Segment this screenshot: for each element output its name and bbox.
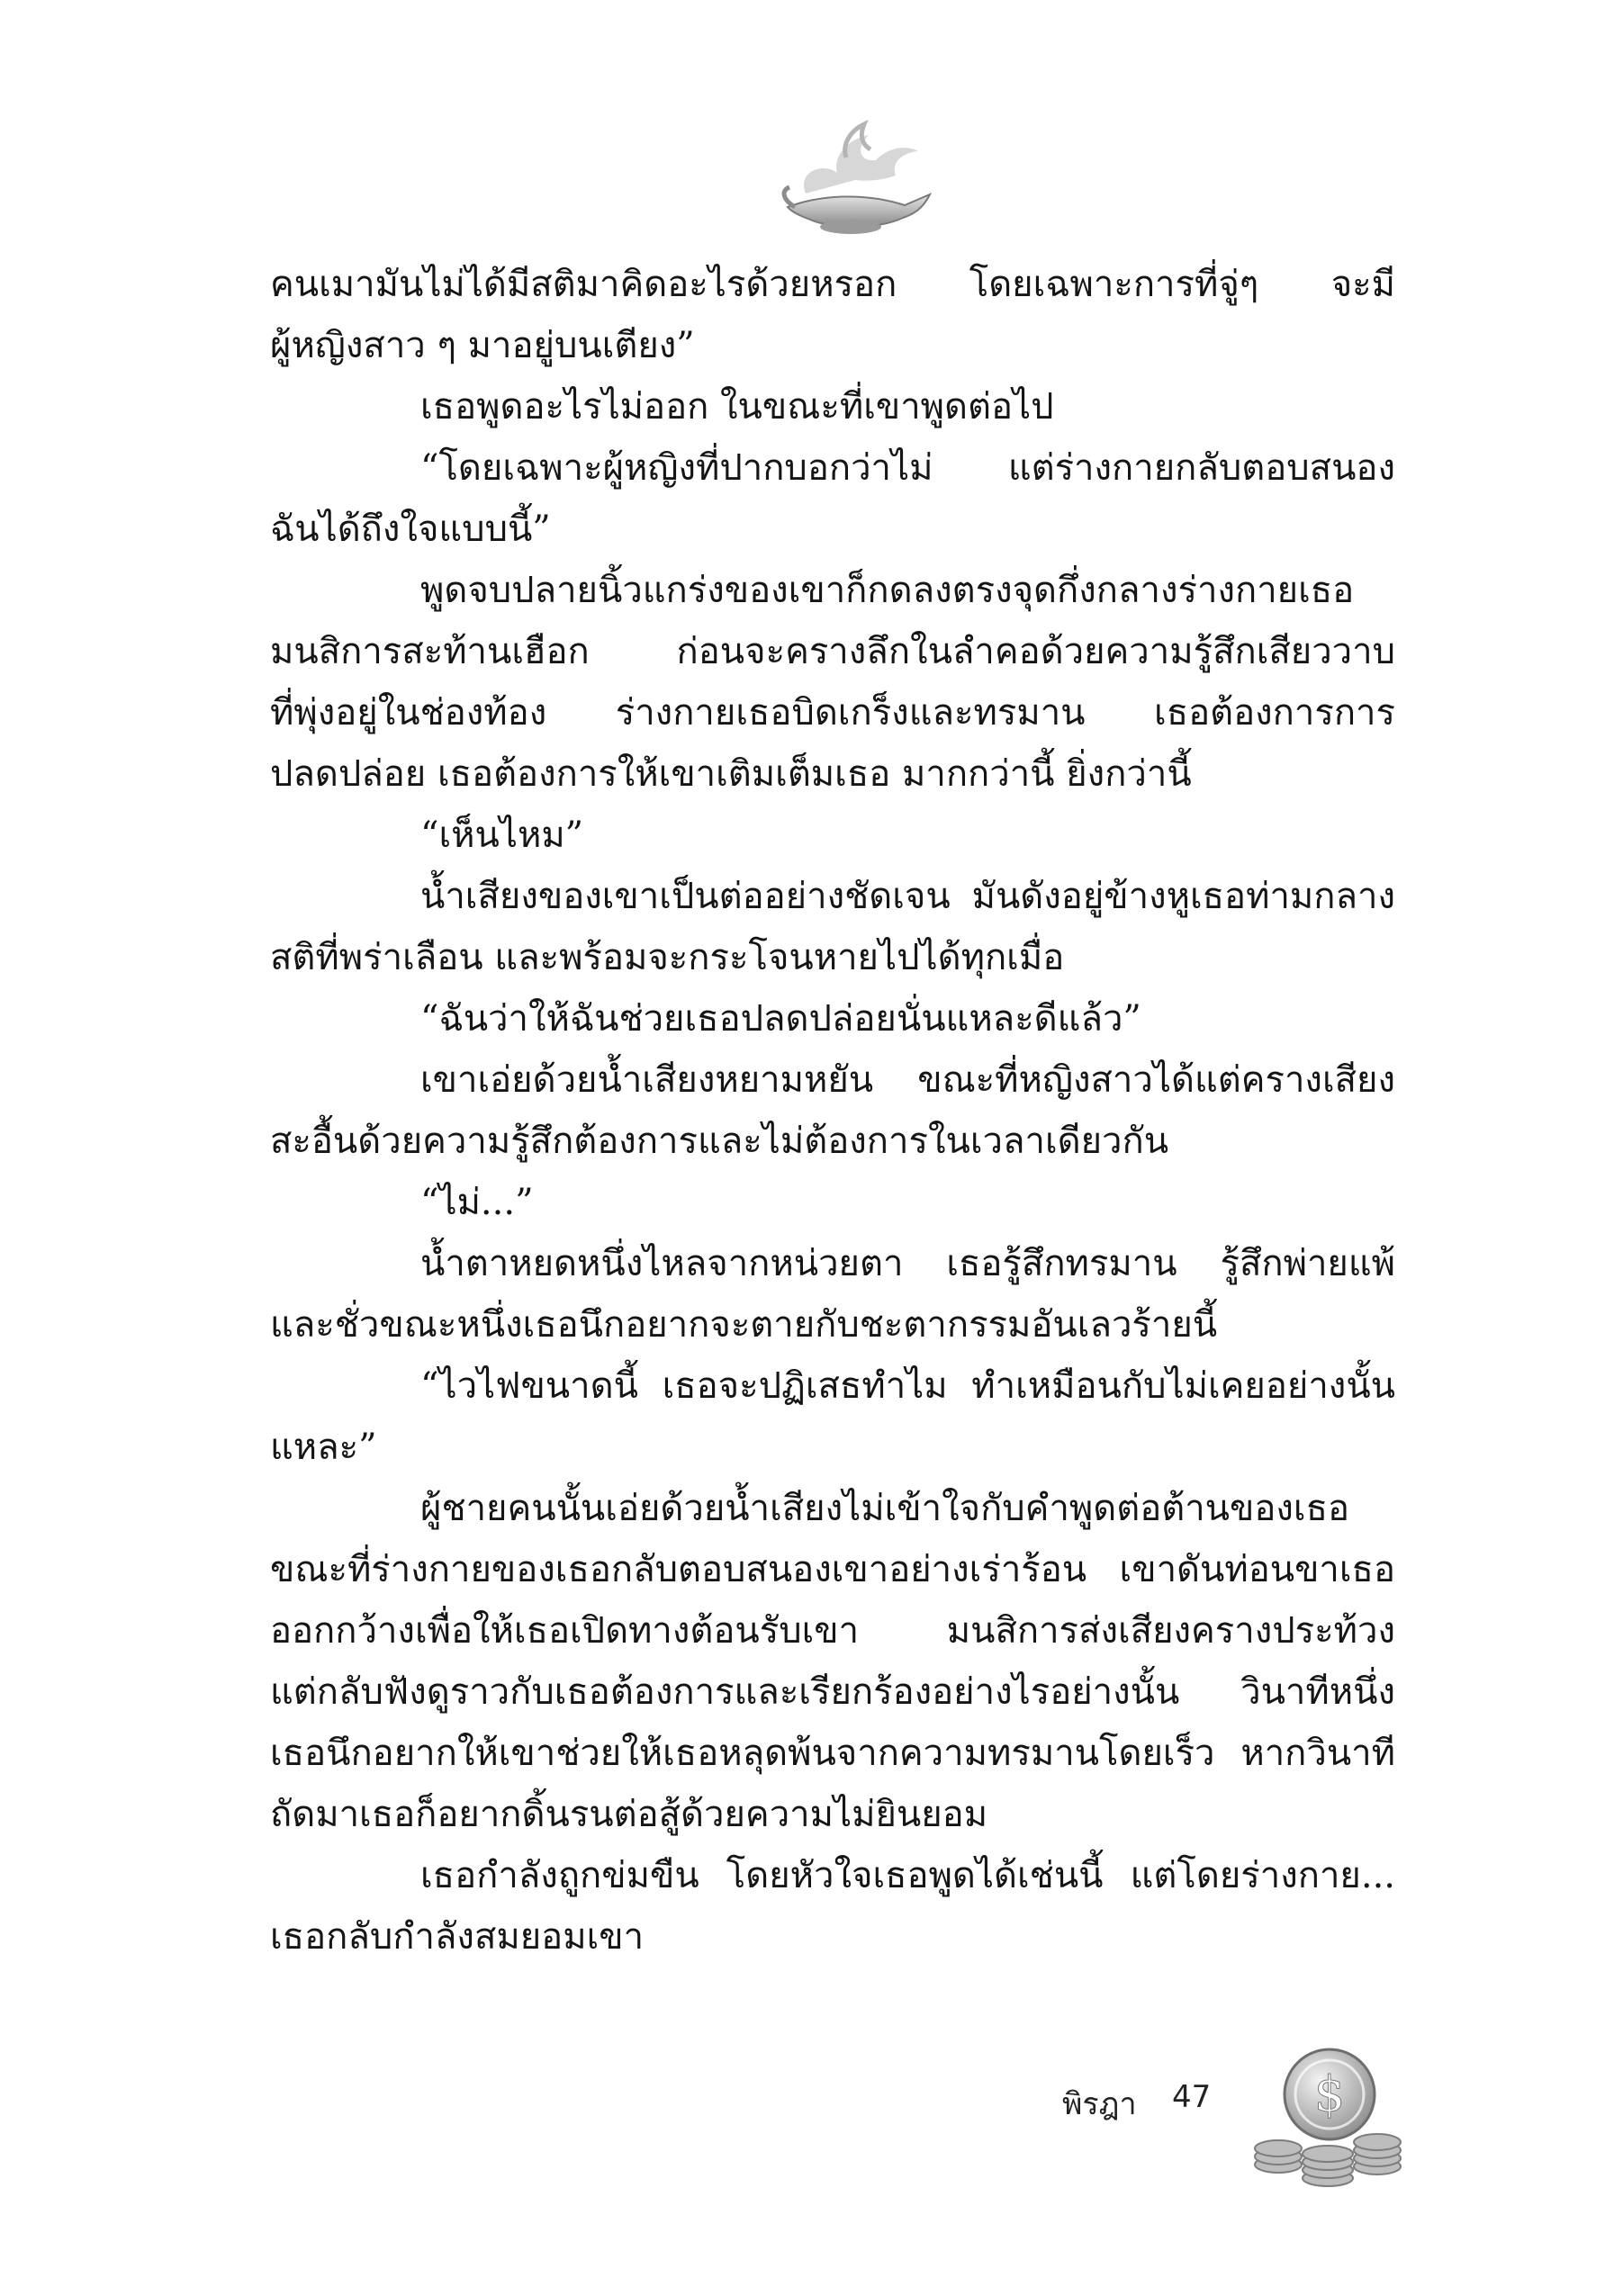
text-line: คนเมามันไม่ได้มีสติมาคิดอะไรด้วยหรอก โดยเฉพาะการที่จู่ๆ จะมี xyxy=(270,264,1395,305)
svg-text:$: $ xyxy=(1313,2066,1346,2122)
text-line: ถัดมาเธอก็อยากดิ้นรนต่อสู้ด้วยความไม่ยินยอม xyxy=(270,1794,988,1835)
genie-lamp-icon xyxy=(770,108,941,243)
text-line: มนสิการสะท้านเฮือก ก่อนจะครางลึกในลำคอด้วยความรู้สึกเสียววาบ xyxy=(270,631,1395,672)
page-number: 47 xyxy=(1172,2079,1212,2115)
text-line: ปลดปล่อย เธอต้องการให้เขาเติมเต็มเธอ มากกว่านี้ ยิ่งกว่านี้ xyxy=(270,753,1192,795)
text-line: น้ำตาหยดหนึ่งไหลจากหน่วยตา เธอรู้สึกทรมาน รู้สึกพ่ายแพ้ xyxy=(420,1243,1395,1284)
text-line: “ไวไฟขนาดนี้ เธอจะปฏิเสธทำไม ทำเหมือนกับไม่เคยอย่างนั้น xyxy=(420,1365,1395,1407)
text-line: ออกกว้างเพื่อให้เธอเปิดทางต้อนรับเขา มนสิการส่งเสียงครางประท้วง xyxy=(270,1610,1395,1652)
text-line: “ฉันว่าให้ฉันช่วยเธอปลดปล่อยนั่นแหละดีแล้ว” xyxy=(420,998,1141,1040)
text-line: ผู้หญิงสาว ๆ มาอยู่บนเตียง” xyxy=(270,325,695,366)
text-line: เธอนึกอยากให้เขาช่วยให้เธอหลุดพ้นจากความทรมานโดยเร็ว หากวินาที xyxy=(270,1733,1395,1774)
text-line: แต่กลับฟังดูราวกับเธอต้องการและเรียกร้องอย่างไรอย่างนั้น วินาทีหนึ่ง xyxy=(270,1671,1395,1713)
text-line: “ไม่...” xyxy=(420,1182,534,1223)
text-line: น้ำเสียงของเขาเป็นต่ออย่างชัดเจน มันดังอยู่ข้างหูเธอท่ามกลาง xyxy=(420,876,1395,917)
text-line: เขาเอ่ยด้วยน้ำเสียงหยามหยัน ขณะที่หญิงสาวได้แต่ครางเสียง xyxy=(420,1059,1395,1101)
text-line: “เห็นไหม” xyxy=(420,815,584,856)
text-line: แหละ” xyxy=(270,1427,377,1468)
text-line: พูดจบปลายนิ้วแกร่งของเขาก็กดลงตรงจุดกึ่งกลางร่างกายเธอ xyxy=(420,570,1355,611)
text-line: “โดยเฉพาะผู้หญิงที่ปากบอกว่าไม่ แต่ร่างกายกลับตอบสนอง xyxy=(420,447,1395,489)
text-line: ที่พุ่งอยู่ในช่องท้อง ร่างกายเธอบิดเกร็งและทรมาน เธอต้องการการ xyxy=(270,692,1395,734)
text-line: เธอกำลังถูกข่มขืน โดยหัวใจเธอพูดได้เช่นนี้ แต่โดยร่างกาย... xyxy=(420,1855,1395,1896)
text-line: เธอพูดอะไรไม่ออก ในขณะที่เขาพูดต่อไป xyxy=(420,386,1054,428)
coin-stack-icon xyxy=(1247,2039,1409,2192)
text-line: เธอกลับกำลังสมยอมเขา xyxy=(270,1916,645,1958)
text-line: สะอื้นด้วยความรู้สึกต้องการและไม่ต้องการในเวลาเดียวกัน xyxy=(270,1121,1169,1162)
text-line: และชั่วขณะหนึ่งเธอนึกอยากจะตายกับชะตากรรมอันเลวร้ายนี้ xyxy=(270,1304,1218,1346)
text-line: ฉันได้ถึงใจแบบนี้” xyxy=(270,509,551,550)
footer-author-label: พิรฎา xyxy=(1062,2086,1137,2122)
body-text xyxy=(270,254,1395,1967)
text-line: ผู้ชายคนนั้นเอ่ยด้วยน้ำเสียงไม่เข้าใจกับคำพูดต่อต้านของเธอ xyxy=(420,1488,1350,1529)
text-line: สติที่พร่าเลือน และพร้อมจะกระโจนหายไปได้ทุกเมื่อ xyxy=(270,937,1065,978)
text-line: ขณะที่ร่างกายของเธอกลับตอบสนองเขาอย่างเร่าร้อน เขาดันท่อนขาเธอ xyxy=(270,1549,1395,1590)
